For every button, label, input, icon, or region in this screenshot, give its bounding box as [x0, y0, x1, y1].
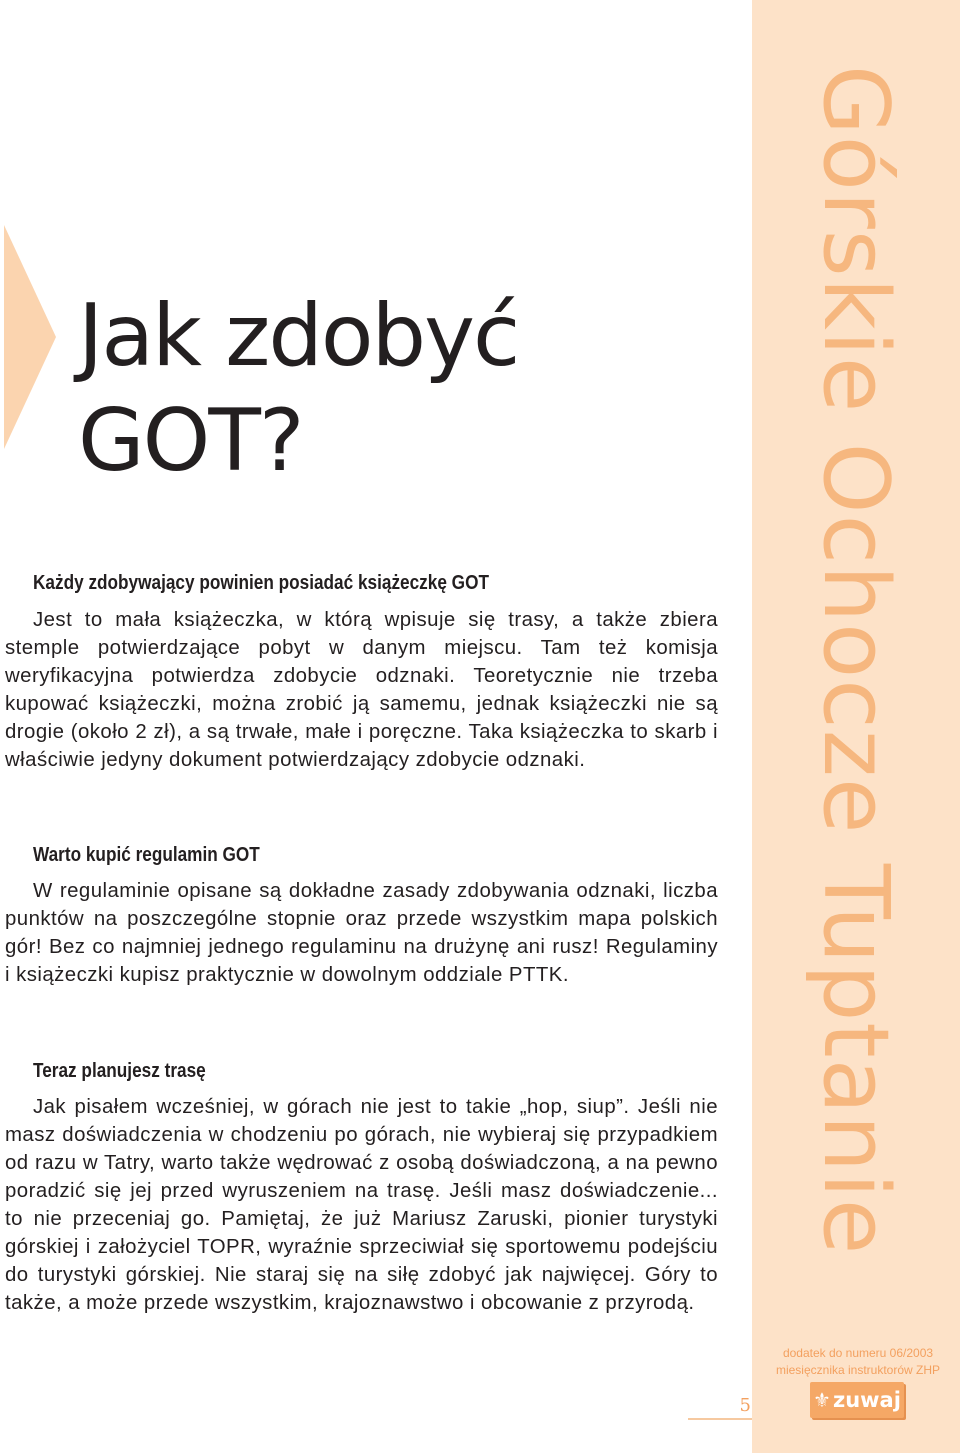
page-number: 5: [739, 1395, 751, 1416]
supplement-note-line2: miesięcznika instruktorów ZHP: [775, 1363, 941, 1377]
page-title-line2: GOT?: [78, 391, 303, 491]
page-title-line1: Jak zdobyć: [78, 286, 519, 386]
section-body-regulations: W regulaminie opisane są dokładne zasady zdobywania odznaki, liczba punktów na poszczególne stopnie oraz przede wszystkim mapa polskich gór! Bez co najmniej jednego regulaminu na drużynę ani rusz! Regulaminy i książeczki kupisz praktycznie w dowolnym oddziale PTTK.: [5, 880, 718, 986]
section-heading-booklet: Każdy zdobywający powinien posiadać książeczkę GOT: [33, 572, 489, 594]
supplement-note-line1: dodatek do numeru 06/2003: [782, 1346, 934, 1360]
section-heading-route: Teraz planujesz trasę: [33, 1060, 206, 1082]
fleur-de-lis-icon: ⚜: [813, 1388, 831, 1412]
vertical-series-title: Górskie Ochocze Tuptanie: [803, 65, 908, 1256]
page-title: [78, 284, 518, 494]
czuwaj-logo: [810, 1382, 904, 1418]
logo-text: zuwaj: [832, 1388, 901, 1412]
page-number-rule: [688, 1418, 752, 1420]
section-body-route: Jak pisałem wcześniej, w górach nie jest to takie „hop, siup”. Jeśli nie masz doświadczenia w chodzeniu po górach, nie wybieraj się przypadkiem od razu w Tatry, warto także wędrować z osobą doświadczoną, a na pewno poradzić się jej przed wyruszeniem na trasę. Jeśli masz doświadczenie... to nie przeceniaj go. Pamiętaj, że już Mariusz Zaruski, pionier turystyki górskiej i założyciel TOPR, wyraźnie sprzeciwiał się sportowemu podejściu do turystyki górskiej. Nie staraj się na siłę zdobyć jak najwięcej. Góry to także, a może przede wszystkim, krajoznawstwo i obcowanie z przyrodą.: [5, 1096, 718, 1314]
section-body-booklet: Jest to mała książeczka, w którą wpisuje się trasy, a także zbiera stemple potwierdzające pobyt w danym miejscu. Tam też komisja weryfikacyjna potwierdza zdobycie odznaki. Teoretycznie nie trzeba kupować książeczki, można zrobić ją samemu, jednak książeczki nie są drogie (około 2 zł), a są trwałe, małe i poręczne. Taka książeczka to skarb i właściwie jedyny dokument potwierdzający zdobycie odznaki.: [5, 609, 718, 771]
section-heading-regulations: Warto kupić regulamin GOT: [33, 844, 260, 866]
supplement-note: [760, 1345, 956, 1379]
arrow-marker-icon: [4, 225, 56, 449]
